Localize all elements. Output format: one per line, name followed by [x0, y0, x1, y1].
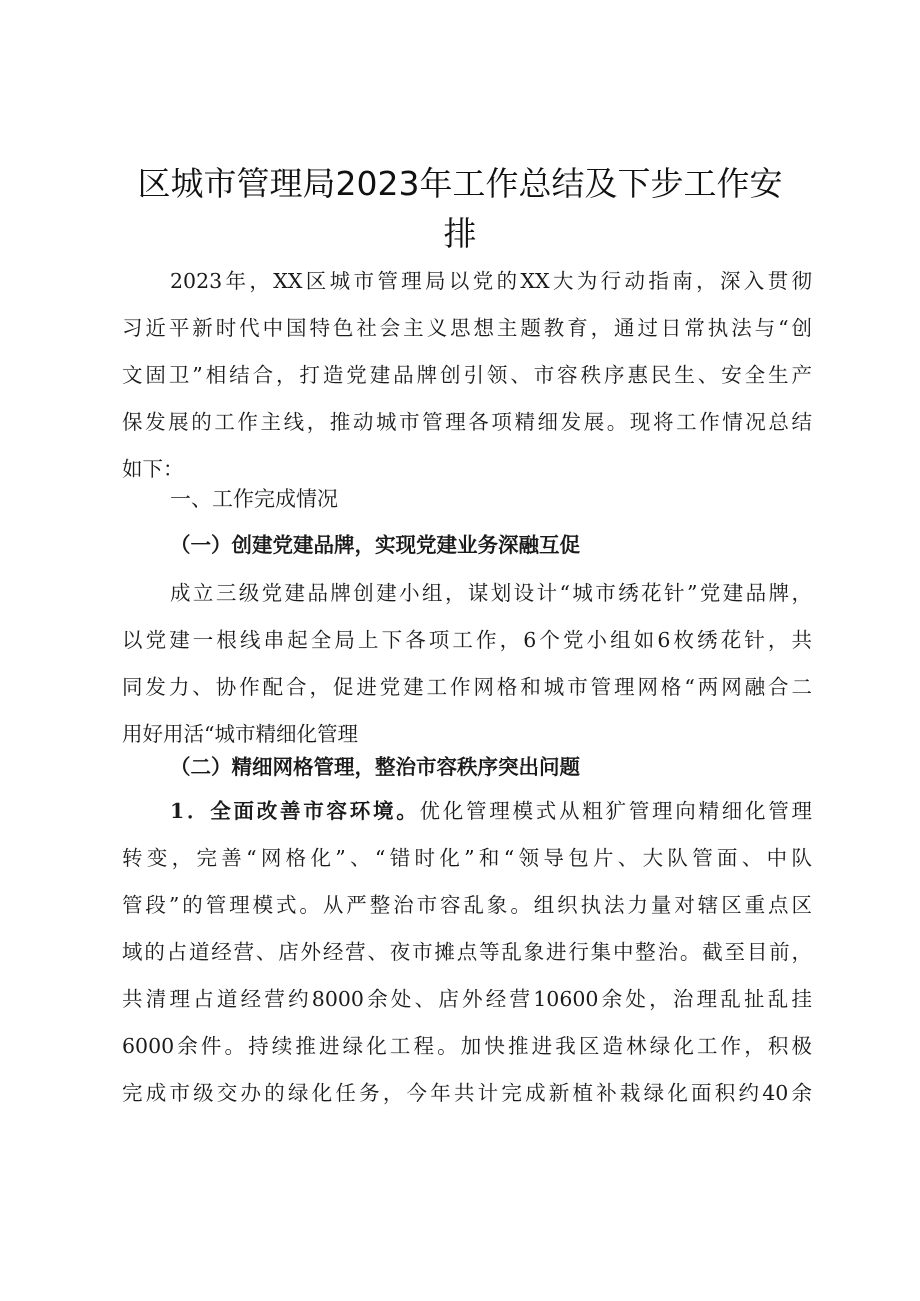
document-title-line-2: 排	[443, 214, 477, 253]
intro-line: 保发展的工作主线，推动城市管理各项精细发展。现将工作情况总结	[122, 410, 812, 434]
item-1-lead: 1．全面改善市容环境。	[170, 799, 420, 823]
paragraph-line: 完成市级交办的绿化任务，今年共计完成新植补栽绿化面积约40余	[122, 1081, 812, 1105]
paragraph-line: 域的占道经营、店外经营、夜市摊点等乱象进行集中整治。截至目前，	[122, 940, 812, 964]
subsection-1-paragraph	[122, 570, 812, 758]
paragraph-line: 用好用活“城市精细化管理	[122, 722, 358, 746]
section-heading-1: 一、工作完成情况	[170, 487, 338, 511]
intro-paragraph	[122, 258, 812, 493]
intro-line: 2023年，XX区城市管理局以党的XX大为行动指南，深入贯彻	[170, 269, 812, 293]
paragraph-line: 共清理占道经营约8000余处、店外经营10600余处，治理乱扯乱挂	[122, 987, 812, 1011]
subsection-heading-1: （一）创建党建品牌，实现党建业务深融互促	[170, 533, 580, 557]
paragraph-line: 同发力、协作配合，促进党建工作网格和城市管理网格“两网融合二	[122, 675, 812, 699]
paragraph-line: 管段”的管理模式。从严整治市容乱象。组织执法力量对辖区重点区	[122, 893, 812, 917]
item-1-first-line-rest: 优化管理模式从粗犷管理向精细化管理	[419, 799, 813, 823]
intro-line: 如下：	[122, 457, 184, 481]
intro-line: 文固卫”相结合，打造党建品牌创引领、市容秩序惠民生、安全生产	[122, 363, 812, 387]
document-title-line-1: 区城市管理局2023年工作总结及下步工作安	[137, 164, 783, 203]
paragraph-line: 成立三级党建品牌创建小组，谋划设计“城市绣花针”党建品牌，	[170, 581, 812, 605]
paragraph-line: 转变，完善“网格化”、“错时化”和“领导包片、大队管面、中队	[122, 846, 812, 870]
paragraph-line	[122, 788, 812, 835]
item-1-paragraph	[122, 788, 812, 1117]
paragraph-line: 以党建一根线串起全局上下各项工作，6个党小组如6枚绣花针，共	[122, 628, 812, 652]
subsection-heading-2: （二）精细网格管理，整治市容秩序突出问题	[170, 755, 580, 779]
intro-line: 习近平新时代中国特色社会主义思想主题教育，通过日常执法与“创	[122, 316, 812, 340]
paragraph-line: 6000余件。持续推进绿化工程。加快推进我区造林绿化工作，积极	[122, 1034, 812, 1058]
